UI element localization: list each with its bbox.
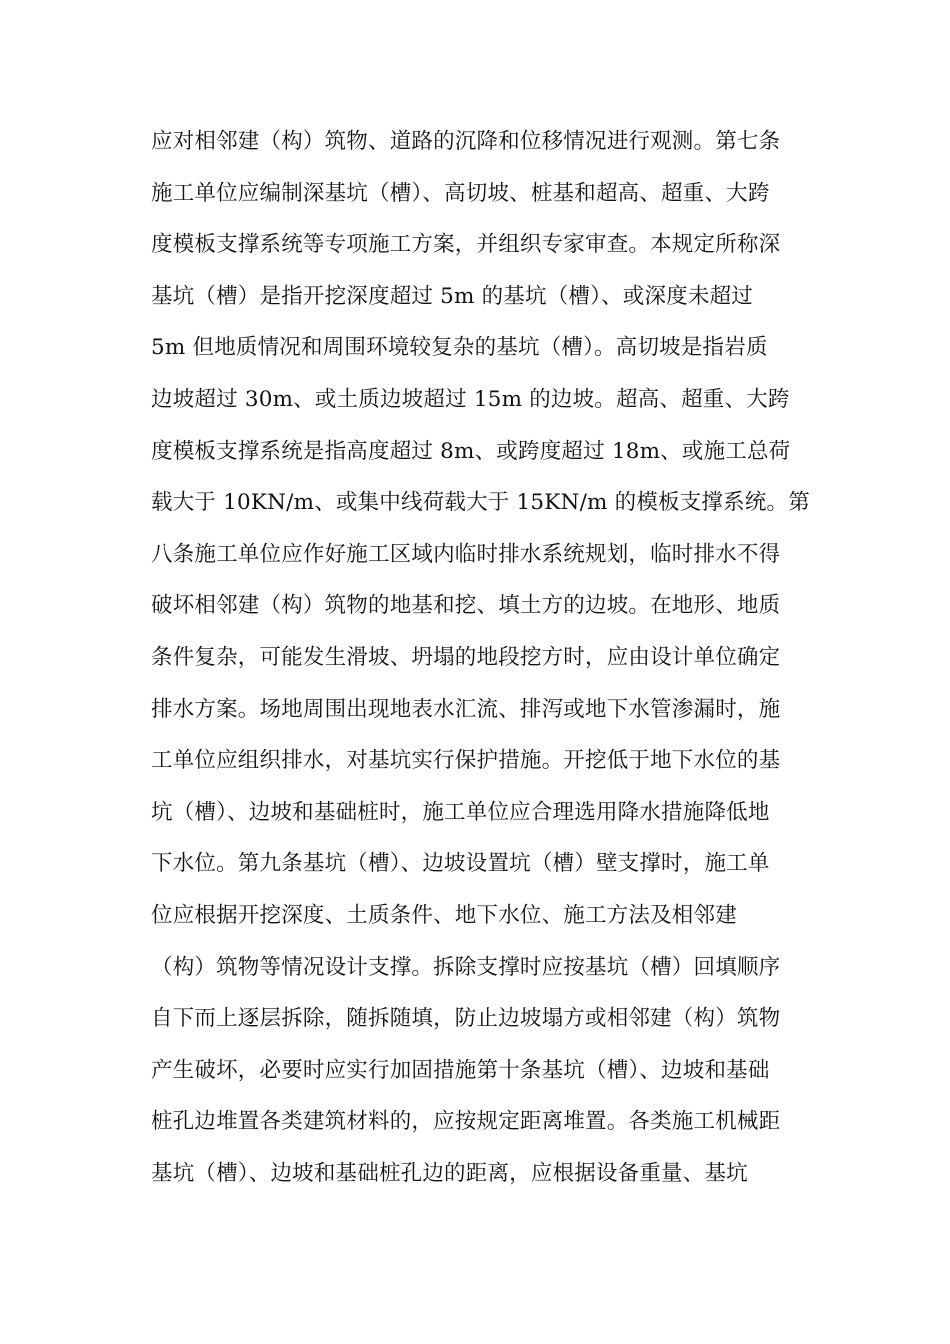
text-line: 位应根据开挖深度、土质条件、地下水位、施工方法及相邻建 bbox=[151, 902, 737, 928]
body-text bbox=[151, 116, 811, 1199]
text-line: 八条施工单位应作好施工区域内临时排水系统规划，临时排水不得 bbox=[151, 541, 781, 567]
text-line: 排水方案。场地周围出现地表水汇流、排泻或地下水管渗漏时，施 bbox=[151, 696, 781, 722]
text-line: 破坏相邻建（构）筑物的地基和挖、填土方的边坡。在地形、地质 bbox=[151, 593, 781, 619]
text-line: 自下而上逐层拆除，随拆随填，防止边坡塌方或相邻建（构）筑物 bbox=[151, 1006, 781, 1032]
text-line: 应对相邻建（构）筑物、道路的沉降和位移情况进行观测。第七条 bbox=[151, 129, 781, 154]
text-line: 基坑（槽）、边坡和基础桩孔边的距离，应根据设备重量、基坑 bbox=[151, 1160, 748, 1186]
text-line: 载大于 10KN/m、或集中线荷载大于 15KN/m 的模板支撑系统。第 bbox=[151, 490, 810, 516]
text-line: 边坡超过 30m、或土质边坡超过 15m 的边坡。超高、超重、大跨 bbox=[151, 386, 790, 412]
text-line: 桩孔边堆置各类建筑材料的，应按规定距离堆置。各类施工机械距 bbox=[151, 1109, 781, 1135]
text-line: 坑（槽）、边坡和基础桩时，施工单位应合理选用降水措施降低地 bbox=[151, 799, 770, 825]
text-line: 度模板支撑系统是指高度超过 8m、或跨度超过 18m、或施工总荷 bbox=[151, 438, 791, 464]
text-line: 工单位应组织排水，对基坑实行保护措施。开挖低于地下水位的基 bbox=[151, 748, 781, 774]
text-line: 5m 但地质情况和周围环境较复杂的基坑（槽）。高切坡是指岩质 bbox=[151, 335, 768, 361]
text-line: （构）筑物等情况设计支撑。拆除支撑时应按基坑（槽）回填顺序 bbox=[151, 954, 781, 980]
text-line: 度模板支撑系统等专项施工方案，并组织专家审查。本规定所称深 bbox=[151, 232, 781, 258]
text-line: 下水位。第九条基坑（槽）、边坡设置坑（槽）壁支撑时，施工单 bbox=[151, 851, 770, 877]
text-line: 产生破坏，必要时应实行加固措施第十条基坑（槽）、边坡和基础 bbox=[151, 1057, 770, 1083]
text-line: 条件复杂，可能发生滑坡、坍塌的地段挖方时，应由设计单位确定 bbox=[151, 644, 781, 670]
text-line: 施工单位应编制深基坑（槽）、高切坡、桩基和超高、超重、大跨 bbox=[151, 180, 770, 206]
text-line: 基坑（槽）是指开挖深度超过 5m 的基坑（槽）、或深度未超过 bbox=[151, 283, 753, 309]
